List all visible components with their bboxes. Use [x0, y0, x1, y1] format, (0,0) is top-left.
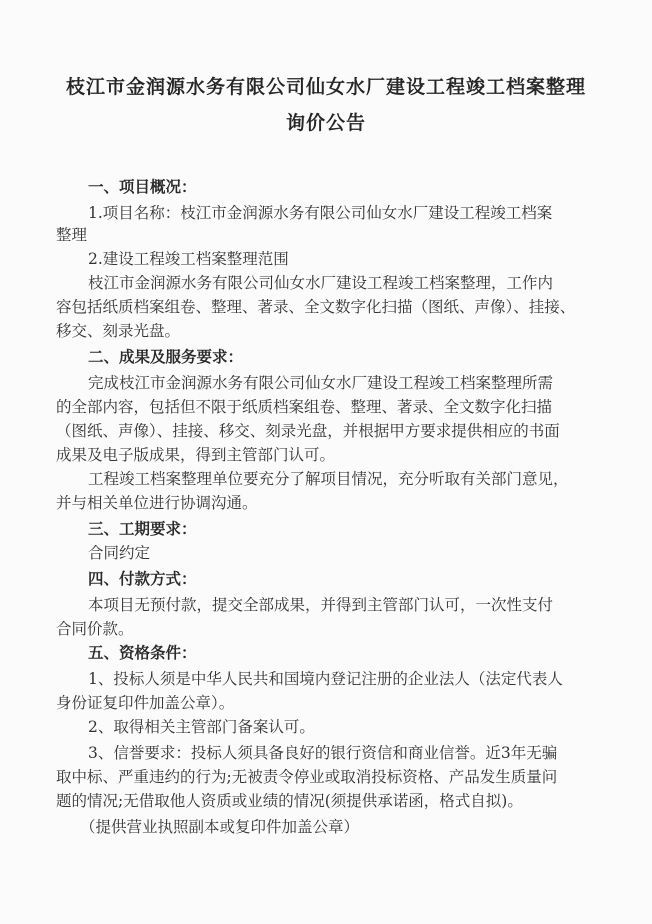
payment-line1: 本项目无预付款，提交全部成果，并得到主管部门认可，一次性支付 — [88, 596, 554, 614]
deliverables-line2: 的全部内容，包括但不限于纸质档案组卷、整理、著录、全文数字化扫描 — [56, 398, 553, 416]
qualification3-line2: 取中标、严重违约的行为;无被责令停业或取消投标资格、产品发生质量问 — [56, 768, 558, 786]
coordination-line2: 并与相关单位进行协调沟通。 — [56, 494, 258, 512]
qualification1-line1: 1、投标人须是中华人民共和国境内登记注册的企业法人（法定代表人 — [88, 670, 563, 688]
deliverables-line3: （图纸、声像）、挂接、移交、刻录光盘，并根据甲方要求提供相应的书面 — [56, 422, 560, 440]
qualification3-line3: 题的情况;无借取他人资质或业绩的情况(须提供承诺函，格式自拟)。 — [56, 792, 523, 810]
coordination-line1: 工程竣工档案整理单位要充分了解项目情况，充分听取有关部门意见， — [88, 470, 569, 488]
scope-heading: 2.建设工程竣工档案整理范围 — [88, 250, 289, 268]
section2-heading: 二、成果及服务要求： — [88, 348, 244, 366]
qualification2: 2、取得相关主管部门备案认可。 — [88, 718, 315, 736]
deliverables-line4: 成果及电子版成果，得到主管部门认可。 — [56, 446, 336, 464]
section5-heading: 五、资格条件： — [88, 644, 197, 662]
deliverables-line1: 完成枝江市金润源水务有限公司仙女水厂建设工程竣工档案整理所需 — [88, 374, 554, 392]
scope-text-line2: 容包括纸质档案组卷、整理、著录、全文数字化扫描（图纸、声像）、挂接、 — [56, 298, 576, 316]
section3-heading: 三、工期要求： — [88, 520, 197, 538]
document-title-line2: 询价公告 — [285, 112, 366, 134]
qualification1-line2: 身份证复印件加盖公章）。 — [56, 694, 235, 712]
project-name-line-cont: 整理 — [56, 226, 88, 244]
scope-text-line1: 枝江市金润源水务有限公司仙女水厂建设工程竣工档案整理，工作内 — [88, 274, 554, 292]
scope-text-line3: 移交、刻录光盘。 — [56, 322, 181, 340]
license-note: （提供营业执照副本或复印件加盖公章） — [80, 818, 360, 836]
project-name-line: 1.项目名称：枝江市金润源水务有限公司仙女水厂建设工程竣工档案 — [88, 204, 553, 222]
section1-heading: 一、项目概况： — [88, 178, 197, 196]
payment-line2: 合同价款。 — [56, 620, 134, 638]
qualification3-line1: 3、信誉要求：投标人须具备良好的银行资信和商业信誉。近3年无骗 — [88, 744, 558, 762]
document-title-line1: 枝江市金润源水务有限公司仙女水厂建设工程竣工档案整理 — [65, 76, 586, 98]
schedule-text: 合同约定 — [88, 544, 151, 562]
section4-heading: 四、付款方式： — [88, 570, 197, 588]
